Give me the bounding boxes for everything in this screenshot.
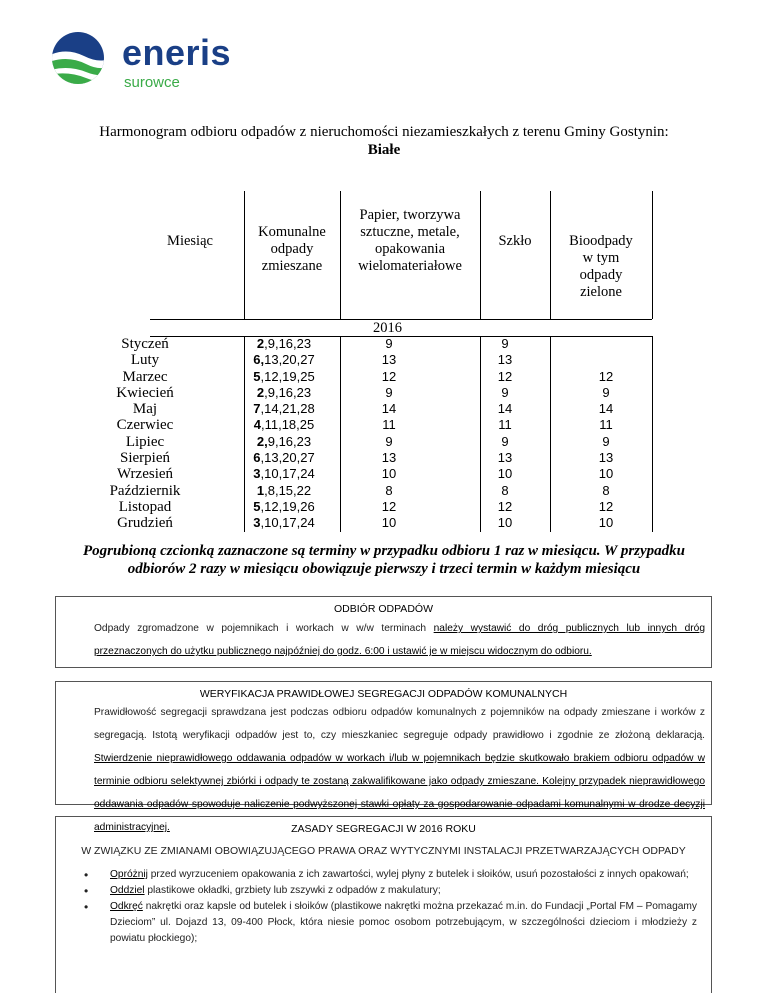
other-dates: ,12,19,26 — [260, 498, 315, 514]
table-row — [130, 352, 653, 369]
month-cell: Lipiec — [125, 433, 165, 450]
bioodpady-cell: 12 — [598, 368, 614, 384]
column-divider — [652, 352, 653, 368]
box-odbior-odpadow — [55, 596, 712, 668]
eneris-logo-mark-icon — [44, 28, 116, 88]
month-cell: Styczeń — [121, 336, 169, 352]
column-divider — [652, 483, 653, 499]
rule-keyword: Opróżnij — [110, 869, 148, 880]
column-divider — [652, 336, 653, 352]
schedule-table — [109, 191, 653, 536]
header-szklo: Szkło — [498, 233, 532, 249]
szklo-cell: 9 — [501, 336, 509, 351]
papier-cell: 9 — [385, 336, 393, 351]
other-dates: ,9,16,23 — [264, 384, 312, 400]
box-zasady-segregacji — [55, 816, 712, 993]
table-row — [109, 482, 653, 499]
rule-keyword: Oddziel — [110, 885, 145, 896]
logo-subtitle: surowce — [124, 74, 180, 91]
document-title — [0, 123, 768, 159]
other-dates: 13,20,27 — [264, 352, 315, 368]
box3-title: ZASADY SEGREGACJI W 2016 ROKU — [291, 823, 476, 835]
papier-cell: 10 — [381, 466, 397, 482]
other-dates: ,10,17,24 — [260, 466, 315, 482]
table-row — [122, 368, 653, 385]
month-cell: Marzec — [122, 368, 168, 385]
szklo-cell: 9 — [501, 384, 509, 400]
header-komunalne: Komunalne odpady zmieszane — [258, 224, 326, 274]
komunalne-cell — [234, 385, 334, 401]
papier-cell: 12 — [381, 368, 397, 384]
header-month: Miesiąc — [167, 233, 213, 249]
komunalne-cell — [234, 515, 334, 531]
other-dates: ,8,15,22 — [264, 482, 312, 498]
other-dates: ,12,19,25 — [260, 368, 315, 384]
papier-cell: 12 — [381, 498, 397, 514]
title-line-1: Harmonogram odbioru odpadów z nieruchomości niezamieszkałych z terenu Gminy Gostynin: — [99, 124, 669, 140]
rule-keyword: Odkręć — [110, 901, 143, 912]
logo-name: eneris — [122, 32, 232, 73]
bold-date: 6, — [253, 352, 265, 368]
other-dates: ,10,17,24 — [260, 515, 315, 531]
bold-date: 2 — [256, 336, 265, 351]
komunalne-cell — [234, 434, 334, 450]
bioodpady-cell: 10 — [598, 515, 614, 531]
column-divider — [652, 385, 653, 401]
month-cell: Kwiecień — [116, 384, 174, 401]
bold-date: 4 — [253, 417, 261, 433]
szklo-cell: 14 — [497, 401, 513, 417]
other-dates: ,9,16,23 — [264, 336, 312, 351]
table-row — [125, 433, 653, 450]
other-dates: 9,16,23 — [267, 433, 312, 449]
bold-date: 7 — [253, 401, 261, 417]
month-cell: Sierpień — [120, 450, 170, 467]
column-divider — [652, 450, 653, 466]
month-cell: Grudzień — [117, 515, 173, 532]
komunalne-cell — [234, 483, 334, 499]
rule-text: plastikowe okładki, grzbiety lub zszywki z odpadów z makulatury; — [144, 885, 441, 896]
table-row — [132, 401, 653, 418]
bold-date: 3 — [253, 515, 261, 531]
papier-cell: 8 — [385, 482, 393, 498]
komunalne-cell — [234, 417, 334, 433]
szklo-cell: 9 — [501, 433, 509, 449]
bioodpady-cell: 12 — [598, 498, 614, 514]
month-cell: Luty — [130, 352, 160, 369]
szklo-cell: 13 — [497, 352, 513, 368]
szklo-cell: 11 — [498, 417, 512, 433]
bold-date: 2, — [256, 433, 268, 449]
header-divider — [652, 191, 653, 319]
table-row — [120, 450, 653, 467]
bold-date: 3 — [253, 466, 261, 482]
box2-text: Prawidłowość segregacji sprawdzana jest podczas odbioru odpadów komunalnych z pojemników na odpady zmieszane i worków z segregacją. Istotą weryfikacji odpadów jest to, czy mieszkaniec segreguje odpady prawidłowo i zgodnie ze złożoną deklaracją. Stwierdzenie nieprawidłowego oddawania odpadów w workach i/lub w pojemnikach będzie skutkowało brakiem odbioru odpadów w terminie odbioru selektywnej zbiórki i odpady te zostaną zakwalifikowane jako odpady zmieszane. Kolejny przypadek nieprawidłowego oddawania odpadów spowoduje naliczenie podwyższonej stawki opłaty za gospodarowanie odpadami komunalnymi w drodze decyzji administracyjnej. — [94, 707, 705, 833]
rule-item — [110, 883, 697, 899]
szklo-cell: 12 — [497, 368, 513, 384]
bold-date: 5 — [253, 498, 261, 514]
bioodpady-cell: 10 — [598, 466, 614, 482]
rule-item — [110, 867, 697, 883]
column-divider — [652, 434, 653, 450]
box3-subtitle: W ZWIĄZKU ZE ZMIANAMI OBOWIĄZUJĄCEGO PRAWA ORAZ WYTYCZNYMI INSTALACJI PRZETWARZAJĄCYCH ODPADY — [81, 845, 686, 857]
box1-text: Odpady zgromadzone w pojemnikach i workach w w/w terminach należy wystawić do dróg publicznych lub innych dróg przeznaczonych do użytku publicznego najpóźniej do godz. 6:00 i ustawić je w miejscu widocznym do odbioru. — [94, 623, 705, 657]
schedule-rows — [109, 336, 653, 532]
bold-note: Pogrubioną czcionką zaznaczone są terminy w przypadku odbioru 1 raz w miesiącu. W przypadku odbiorów 2 razy w miesiącu obowiązuje pierwszy i trzeci termin w każdym miesiącu — [82, 543, 686, 577]
szklo-cell: 10 — [497, 515, 513, 531]
month-cell: Październik — [109, 482, 181, 499]
komunalne-cell — [234, 352, 334, 368]
bioodpady-cell: 14 — [598, 401, 614, 417]
column-divider — [652, 417, 653, 433]
papier-cell: 13 — [381, 352, 397, 368]
column-divider — [652, 466, 653, 482]
szklo-cell: 13 — [497, 450, 513, 466]
header-bioodpady: Bioodpady w tym odpady zielone — [569, 233, 633, 300]
rule-text: nakrętki oraz kapsle od butelek i słoików (plastikowe nakrętki można przekazać m.in. do Fundacji „Portal FM – Pomagamy Dzieciom” ul. Dojazd 13, 09-400 Płock, która niesie pomoc osobom potrzebującym, w szczególności dzieciom i młodzieży z powiatu płockiego); — [110, 901, 697, 944]
papier-cell: 11 — [382, 417, 396, 433]
rule-text: przed wyrzuceniem opakowania z ich zawartości, wylej płyny z butelek i słoików, usuń pozostałości z innych opakowań; — [147, 869, 689, 880]
title-location: Białe — [367, 142, 401, 158]
segregation-rules-list — [56, 867, 711, 947]
bioodpady-cell: 11 — [599, 417, 613, 433]
bold-date: 5 — [253, 368, 261, 384]
papier-cell: 9 — [385, 433, 393, 449]
table-row — [116, 417, 653, 434]
column-divider — [652, 369, 653, 385]
column-divider — [652, 499, 653, 515]
year-label: 2016 — [373, 320, 402, 336]
table-row — [117, 515, 653, 532]
other-dates: ,13,20,27 — [260, 450, 315, 466]
box2-title: WERYFIKACJA PRAWIDŁOWEJ SEGREGACJI ODPADÓW KOMUNALNYCH — [199, 688, 568, 700]
rule-item — [110, 899, 697, 947]
box1-title: ODBIÓR ODPADÓW — [334, 603, 433, 615]
other-dates: ,14,21,28 — [260, 401, 315, 417]
szklo-cell: 12 — [497, 498, 513, 514]
bioodpady-cell: 9 — [602, 433, 610, 449]
table-row — [118, 498, 653, 515]
papier-cell: 14 — [381, 401, 397, 417]
header-papier: Papier, tworzywa sztuczne, metale, opakowania wielomateriałowe — [358, 207, 462, 274]
bioodpady-cell: 13 — [598, 450, 614, 466]
szklo-cell: 10 — [497, 466, 513, 482]
month-cell: Wrzesień — [116, 466, 174, 483]
bioodpady-cell: 8 — [602, 482, 610, 498]
bold-date: 2 — [256, 384, 265, 400]
other-dates: ,11,18,25 — [260, 417, 315, 433]
column-divider — [652, 515, 653, 531]
table-row — [116, 384, 653, 401]
papier-cell: 9 — [385, 384, 393, 400]
month-cell: Maj — [132, 401, 158, 418]
komunalne-cell — [234, 499, 334, 515]
komunalne-cell — [234, 369, 334, 385]
papier-cell: 13 — [381, 450, 397, 466]
month-cell: Czerwiec — [116, 417, 174, 434]
month-cell: Listopad — [118, 498, 172, 515]
table-row — [121, 336, 653, 352]
komunalne-cell — [234, 401, 334, 417]
header-divider — [480, 191, 481, 319]
komunalne-cell — [234, 450, 334, 466]
bold-date: 6 — [253, 450, 261, 466]
eneris-logo — [44, 28, 244, 90]
papier-cell: 10 — [381, 515, 397, 531]
table-row — [116, 466, 653, 483]
szklo-cell: 8 — [501, 482, 509, 498]
year-row — [150, 319, 652, 337]
komunalne-cell — [234, 466, 334, 482]
column-divider — [652, 401, 653, 417]
bold-date: 1 — [256, 482, 265, 498]
komunalne-cell — [234, 336, 334, 352]
bioodpady-cell: 9 — [602, 384, 610, 400]
